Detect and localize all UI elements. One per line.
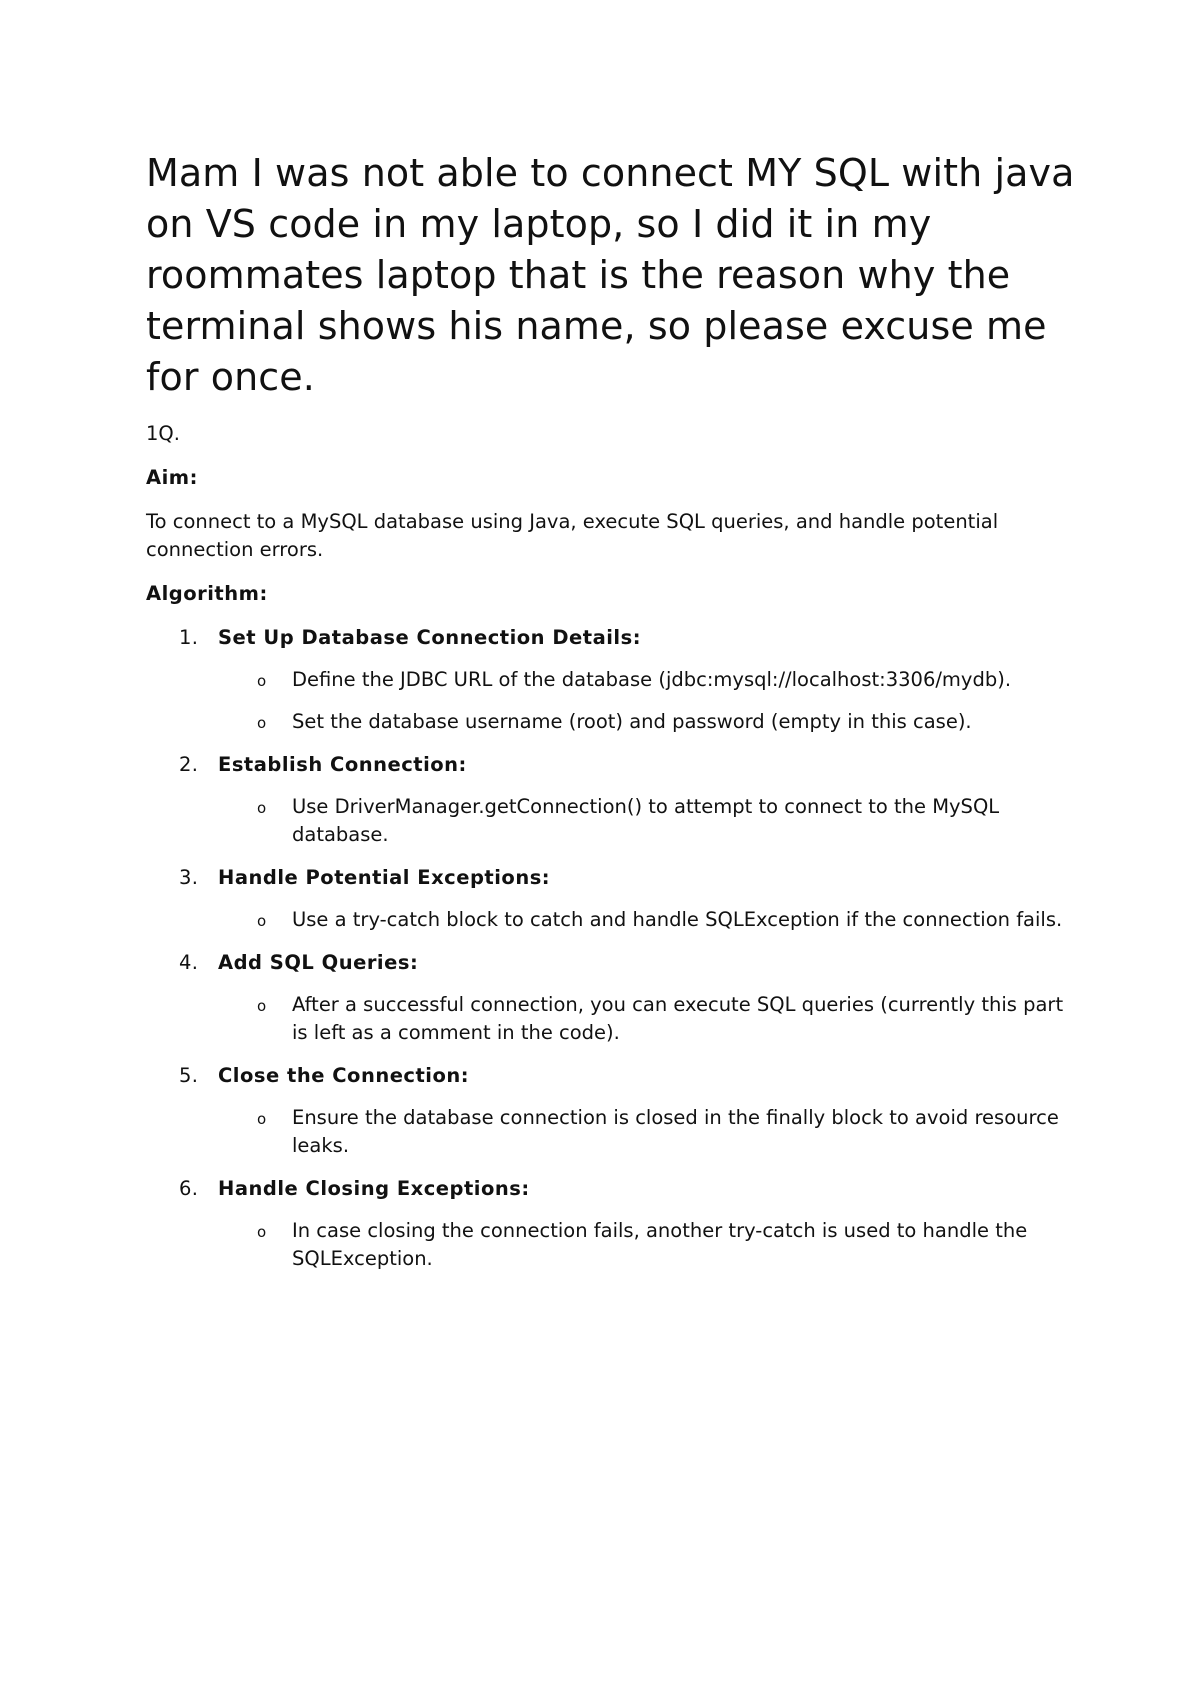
algorithm-step — [146, 949, 1076, 1047]
bullet-item — [146, 793, 1076, 849]
step-title: Handle Potential Exceptions: — [218, 866, 551, 889]
bullet-marker-icon: o — [257, 1223, 267, 1241]
step-number: 4. — [179, 951, 199, 974]
algorithm-step — [146, 751, 1076, 849]
bullet-marker-icon: o — [257, 672, 267, 690]
step-heading — [146, 624, 1076, 652]
step-bullets — [146, 793, 1076, 849]
question-label: 1Q. — [146, 422, 180, 445]
bullet-marker-icon: o — [257, 1110, 267, 1128]
step-title: Establish Connection: — [218, 753, 467, 776]
step-heading — [146, 864, 1076, 892]
step-number: 1. — [179, 626, 199, 649]
step-title: Handle Closing Exceptions: — [218, 1177, 530, 1200]
step-heading — [146, 1175, 1076, 1203]
step-number: 6. — [179, 1177, 199, 1200]
aim-text: To connect to a MySQL database using Java, execute SQL queries, and handle potential connection errors. — [146, 510, 999, 561]
step-bullets — [146, 1217, 1076, 1273]
bullet-item — [146, 1104, 1076, 1160]
step-title: Add SQL Queries: — [218, 951, 419, 974]
algorithm-steps — [146, 624, 1076, 1273]
bullet-text: In case closing the connection fails, another try-catch is used to handle the SQLException. — [292, 1219, 1028, 1270]
bullet-marker-icon: o — [257, 997, 267, 1015]
bullet-text: Set the database username (root) and password (empty in this case). — [292, 710, 972, 733]
bullet-text: Ensure the database connection is closed in the finally block to avoid resource leaks. — [292, 1106, 1059, 1157]
algorithm-step — [146, 1175, 1076, 1273]
bullet-marker-icon: o — [257, 799, 267, 817]
bullet-marker-icon: o — [257, 912, 267, 930]
note-heading: Mam I was not able to connect MY SQL with java on VS code in my laptop, so I did it in my roommates laptop that is the reason why the terminal shows his name, so please excuse me for once. — [146, 151, 1075, 399]
step-title: Set Up Database Connection Details: — [218, 626, 642, 649]
bullet-text: Use DriverManager.getConnection() to attempt to connect to the MySQL database. — [292, 795, 1000, 846]
algorithm-label: Algorithm: — [146, 582, 268, 605]
algorithm-step — [146, 624, 1076, 736]
step-heading — [146, 949, 1076, 977]
algorithm-step — [146, 864, 1076, 934]
bullet-marker-icon: o — [257, 714, 267, 732]
bullet-item — [146, 666, 1076, 694]
step-number: 2. — [179, 753, 199, 776]
step-bullets — [146, 1104, 1076, 1160]
step-bullets — [146, 991, 1076, 1047]
step-bullets — [146, 906, 1076, 934]
bullet-item — [146, 708, 1076, 736]
bullet-item — [146, 1217, 1076, 1273]
document-page — [146, 148, 1076, 1288]
bullet-item — [146, 991, 1076, 1047]
step-heading — [146, 1062, 1076, 1090]
algorithm-step — [146, 1062, 1076, 1160]
bullet-item — [146, 906, 1076, 934]
aim-label: Aim: — [146, 466, 198, 489]
bullet-text: Use a try-catch block to catch and handle SQLException if the connection fails. — [292, 908, 1063, 931]
step-number: 5. — [179, 1064, 199, 1087]
step-bullets — [146, 666, 1076, 736]
step-number: 3. — [179, 866, 199, 889]
bullet-text: Define the JDBC URL of the database (jdbc:mysql://localhost:3306/mydb). — [292, 668, 1012, 691]
step-title: Close the Connection: — [218, 1064, 470, 1087]
bullet-text: After a successful connection, you can execute SQL queries (currently this part is left as a comment in the code). — [292, 993, 1064, 1044]
step-heading — [146, 751, 1076, 779]
